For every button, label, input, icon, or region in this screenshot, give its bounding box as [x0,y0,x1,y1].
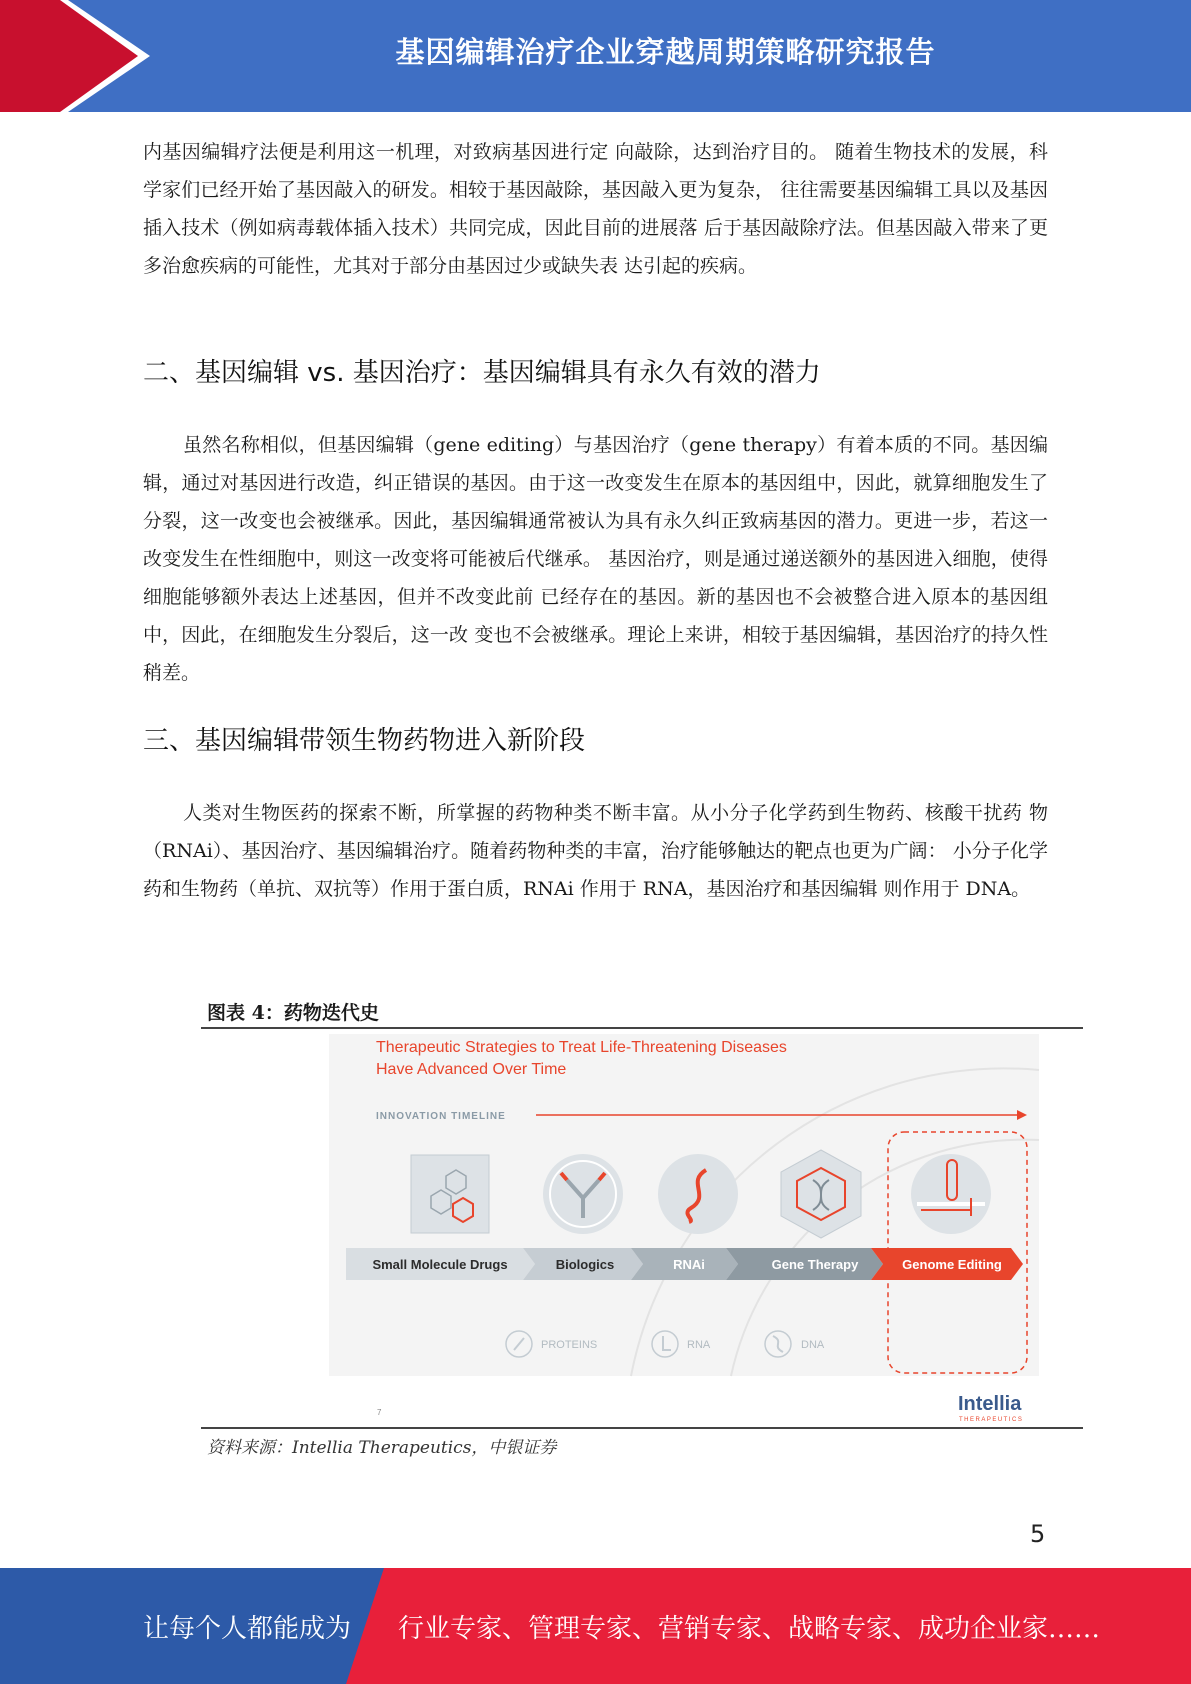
genome-editing-icon [911,1154,991,1234]
stage-label-biologics: Biologics [555,1257,615,1272]
target-label-proteins: PROTEINS [541,1339,598,1351]
figure-caption: 图表 4：药物迭代史 [207,1002,379,1024]
intellia-logo-sub: THERAPEUTICS [959,1417,1024,1423]
figure-bottom-rule [201,1427,1083,1429]
intro-paragraph: 内基因编辑疗法便是利用这一机理，对致病基因进行定 向敲除，达到治疗目的。 随着生物技术的发展，科学家们已经开始了基因敲入的研发。相较于基因敲除，基因敲入更为复杂， 往往需要基因编辑工具以及基因插入技术（例如病毒载体插入技术）共同完成，因此目前的进展落 后于基因敲除疗法。但基因敲入带来了更多治愈疾病的可能性，尤其对于部分由基因过少或缺失表 达引起的疾病。 [143,141,1048,277]
figure-slide-title-line1: Therapeutic Strategies to Treat Life-Threatening Diseases [376,1039,787,1056]
figure-slide-title-line2: Have Advanced Over Time [376,1061,567,1078]
drug-iteration-figure [201,1030,1083,1426]
section2-heading: 二、基因编辑 vs. 基因治疗：基因编辑具有永久有效的潜力 [143,358,821,388]
intellia-logo: Intellia [958,1393,1022,1415]
section3-paragraph: 人类对生物医药的探索不断，所掌握的药物种类不断丰富。从小分子化学药到生物药、核酸干扰药 物（RNAi）、基因治疗、基因编辑治疗。随着药物种类的丰富，治疗能够触达的靶点也更为广阔： 小分子化学药和生物药（单抗、双抗等）作用于蛋白质，RNAi 作用于 RNA，基因治疗和基因编辑 则作用于 DNA。 [143,802,1048,900]
stage-label-rnai: RNAi [673,1257,705,1272]
small-molecule-icon [411,1155,489,1233]
target-label-dna: DNA [801,1339,825,1351]
timeline-label: INNOVATION TIMELINE [376,1111,506,1122]
stage-label-small-molecule: Small Molecule Drugs [372,1257,508,1272]
section3-heading: 三、基因编辑带领生物药物进入新阶段 [143,726,586,756]
rna-icon [658,1154,738,1234]
stage-label-genome-editing: Genome Editing [902,1257,1002,1272]
figure-top-rule [201,1027,1083,1029]
footer-slogan-right: 行业专家、管理专家、营销专家、战略专家、成功企业家…… [398,1614,1101,1644]
header-chevron-decoration [0,0,160,112]
stage-label-gene-therapy: Gene Therapy [771,1257,859,1272]
slide-number: 7 [377,1408,382,1417]
footer-slogan-left: 让每个人都能成为 [143,1614,352,1644]
antibody-icon [543,1154,623,1234]
section2-paragraph: 虽然名称相似，但基因编辑（gene editing）与基因治疗（gene therapy）有着本质的不同。基因编辑，通过对基因进行改造，纠正错误的基因。由于这一改变发生在原本的基因组中，因此，就算细胞发生了分裂，这一改变也会被继承。因此，基因编辑通常被认为具有永久纠正致病基因的潜力。更进一步，若这一改变发生在性细胞中，则这一改变将可能被后代继承。 基因治疗，则是通过递送额外的基因进入细胞，使得细胞能够额外表达上述基因，但并不改变此前 已经存在的基因。新的基因也不会被整合进入原本的基因组中，因此，在细胞发生分裂后，这一改 变也不会被继承。理论上来讲，相较于基因编辑，基因治疗的持久性稍差。 [143,434,1048,684]
target-label-rna: RNA [687,1339,711,1351]
page-number: 5 [1030,1520,1046,1548]
figure-source: 资料来源：Intellia Therapeutics，中银证券 [207,1438,557,1458]
page-footer [0,1568,1191,1684]
page-header [0,0,1191,112]
header-title: 基因编辑治疗企业穿越周期策略研究报告 [395,35,936,69]
